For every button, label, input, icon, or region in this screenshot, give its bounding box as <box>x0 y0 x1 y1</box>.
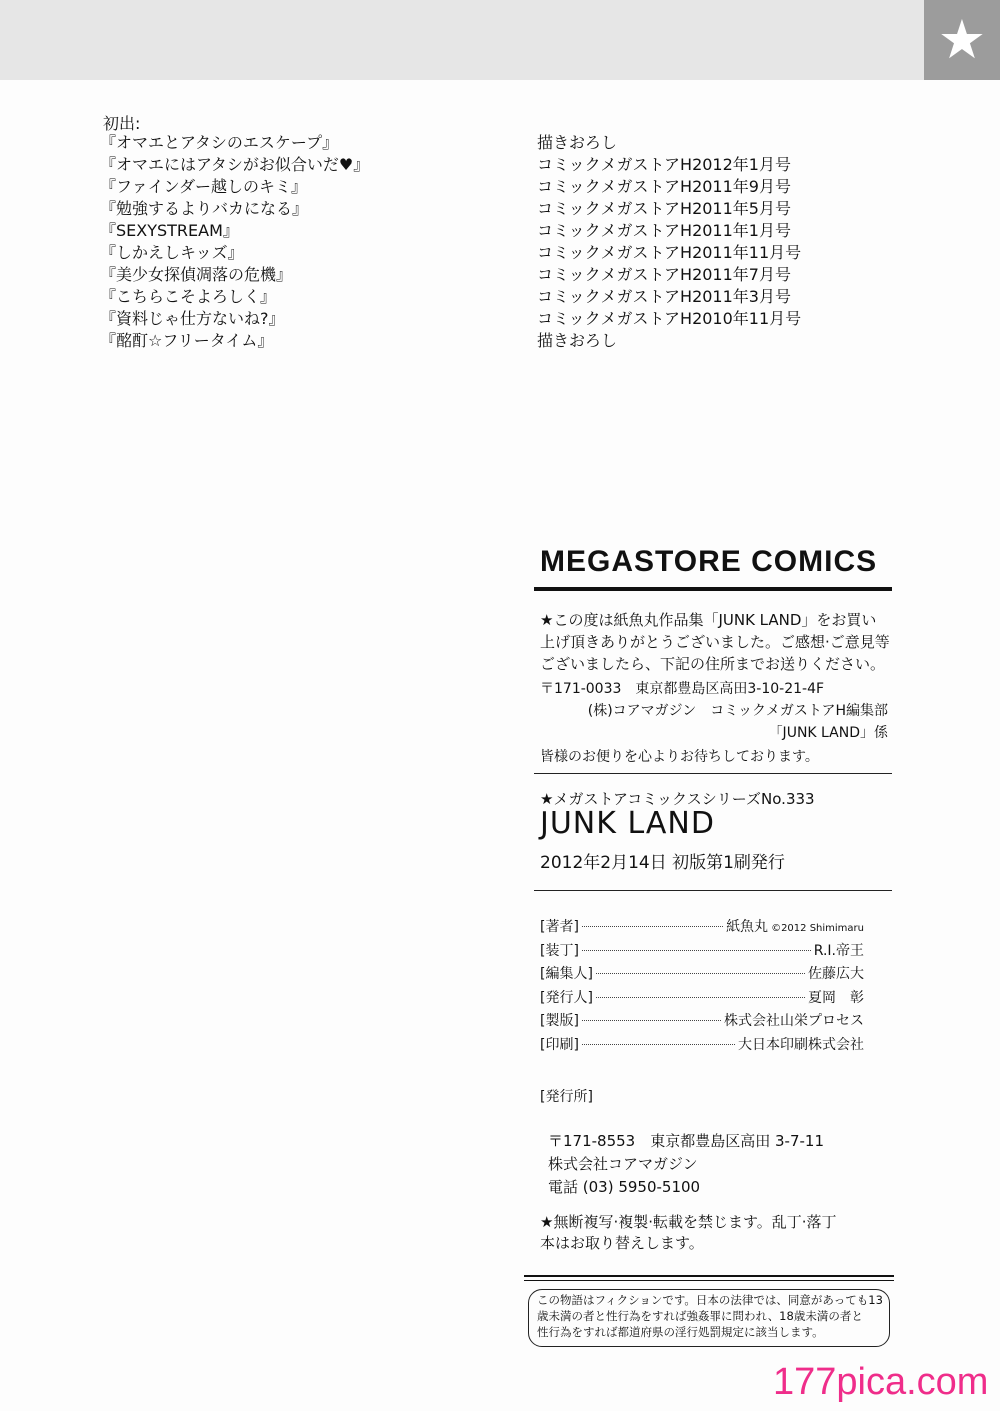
origin-title: 『オマエにはアタシがお似合いだ♥』 <box>100 155 370 174</box>
divider <box>534 773 892 774</box>
origins-titles <box>100 132 369 352</box>
publisher-heading: [発行所] <box>540 1089 593 1105</box>
credit-row <box>540 1034 864 1058</box>
message-line: ★この度は紙魚丸作品集「JUNK LAND」をお買い <box>540 611 877 629</box>
origin-source: コミックメガストアH2011年5月号 <box>537 199 791 218</box>
disclaimer-line: 性行為をすれば都道府県の淫行処罰規定に該当します。 <box>537 1325 824 1339</box>
star-icon: ★ <box>924 0 1000 80</box>
origin-source: 描きおろし <box>537 133 618 152</box>
origin-title: 『酩酊☆フリータイム』 <box>100 331 274 350</box>
closing-text: 皆様のお便りを心よりお待ちしております。 <box>540 749 819 765</box>
credit-role: [製版] <box>540 1013 579 1029</box>
credit-row <box>540 916 864 940</box>
publisher-address: 〒171-8553 東京都豊島区高田 3-7-11 <box>548 1132 824 1150</box>
message-line: ございましたら、下記の住所までお送りください。 <box>540 655 886 673</box>
watermark: 177pica.com <box>773 1361 989 1403</box>
origin-title: 『しかえしキッズ』 <box>100 243 244 262</box>
origin-source: コミックメガストアH2012年1月号 <box>537 155 791 174</box>
leader-dots <box>582 926 723 927</box>
message-line: 上げ頂きありがとうございました。ご感想·ご意見等 <box>540 633 890 651</box>
origin-source: コミックメガストアH2011年3月号 <box>537 287 791 306</box>
top-band <box>0 0 924 80</box>
origin-title: 『ファインダー越しのキミ』 <box>100 177 308 196</box>
publisher-phone: 電話 (03) 5950-5100 <box>548 1178 701 1196</box>
publisher-info <box>548 1130 824 1199</box>
series-number: ★メガストアコミックスシリーズNo.333 <box>540 790 815 808</box>
leader-dots <box>596 997 805 998</box>
credit-role: [印刷] <box>540 1036 579 1053</box>
origin-source: コミックメガストアH2010年11月号 <box>537 309 802 328</box>
origin-title: 『オマエとアタシのエスケープ』 <box>100 133 339 152</box>
origin-source: コミックメガストアH2011年1月号 <box>537 221 791 240</box>
credit-row <box>540 1010 864 1034</box>
credit-name: 株式会社山栄プロセス <box>724 1013 864 1029</box>
mailing-address <box>540 678 888 744</box>
credits-list <box>540 916 864 1057</box>
disclaimer-line: この物語はフィクションです。日本の法律では、同意があっても13 <box>537 1293 883 1307</box>
credit-row <box>540 987 864 1011</box>
notice-line: ★無断複写·複製·転載を禁じます。乱丁·落丁 <box>540 1213 837 1231</box>
credit-row <box>540 963 864 987</box>
credit-name: 紙魚丸 <box>726 919 769 935</box>
credit-name: 大日本印刷株式会社 <box>738 1036 864 1053</box>
divider <box>534 890 892 891</box>
origin-source: 描きおろし <box>537 331 618 350</box>
credit-role: [装丁] <box>540 942 579 959</box>
origins-sources <box>537 132 801 352</box>
origin-title: 『資料じゃ仕方ないね?』 <box>100 309 285 328</box>
origins-heading: 初出: <box>103 114 141 133</box>
address-line: 「JUNK LAND」係 <box>768 725 888 741</box>
credit-name: 夏岡 彰 <box>808 989 864 1006</box>
origin-source: コミックメガストアH2011年7月号 <box>537 265 791 284</box>
leader-dots <box>582 950 811 951</box>
book-title: JUNK LAND <box>540 806 715 841</box>
credit-name: 佐藤広大 <box>808 966 864 982</box>
credit-role: [編集人] <box>540 966 593 982</box>
publication-date: 2012年2月14日 初版第1刷発行 <box>540 853 785 873</box>
copyright-note: ©2012 Shimimaru <box>771 923 864 934</box>
credit-row <box>540 940 864 964</box>
origin-title: 『勉強するよりバカになる』 <box>100 199 309 218</box>
publisher-company: 株式会社コアマガジン <box>548 1155 698 1173</box>
credit-name: R.I.帝王 <box>813 942 864 959</box>
leader-dots <box>596 973 805 974</box>
address-line: (株)コアマガジン コミックメガストアH編集部 <box>587 703 888 719</box>
leader-dots <box>582 1044 735 1045</box>
disclaimer-line: 歳未満の者と性行為をすれば強姦罪に問われ、18歳未満の者と <box>537 1309 863 1323</box>
notice-line: 本はお取り替えします。 <box>540 1234 704 1252</box>
divider <box>534 587 892 591</box>
origin-title: 『SEXYSTREAM』 <box>100 221 239 240</box>
fiction-disclaimer <box>528 1289 890 1347</box>
copy-notice <box>540 1212 837 1254</box>
megastore-comics-logo: MEGASTORE COMICS <box>540 545 878 578</box>
address-line: 〒171-0033 東京都豊島区高田3-10-21-4F <box>540 681 825 697</box>
reader-message <box>540 609 890 675</box>
leader-dots <box>582 1020 721 1021</box>
origin-title: 『こちらこそよろしく』 <box>100 287 277 306</box>
credit-role: [著者] <box>540 919 579 935</box>
origin-source: コミックメガストアH2011年11月号 <box>537 243 802 262</box>
credit-role: [発行人] <box>540 989 593 1006</box>
divider <box>524 1280 894 1281</box>
origin-title: 『美少女探偵凋落の危機』 <box>100 265 293 284</box>
origin-source: コミックメガストアH2011年9月号 <box>537 177 791 196</box>
divider <box>524 1275 894 1277</box>
